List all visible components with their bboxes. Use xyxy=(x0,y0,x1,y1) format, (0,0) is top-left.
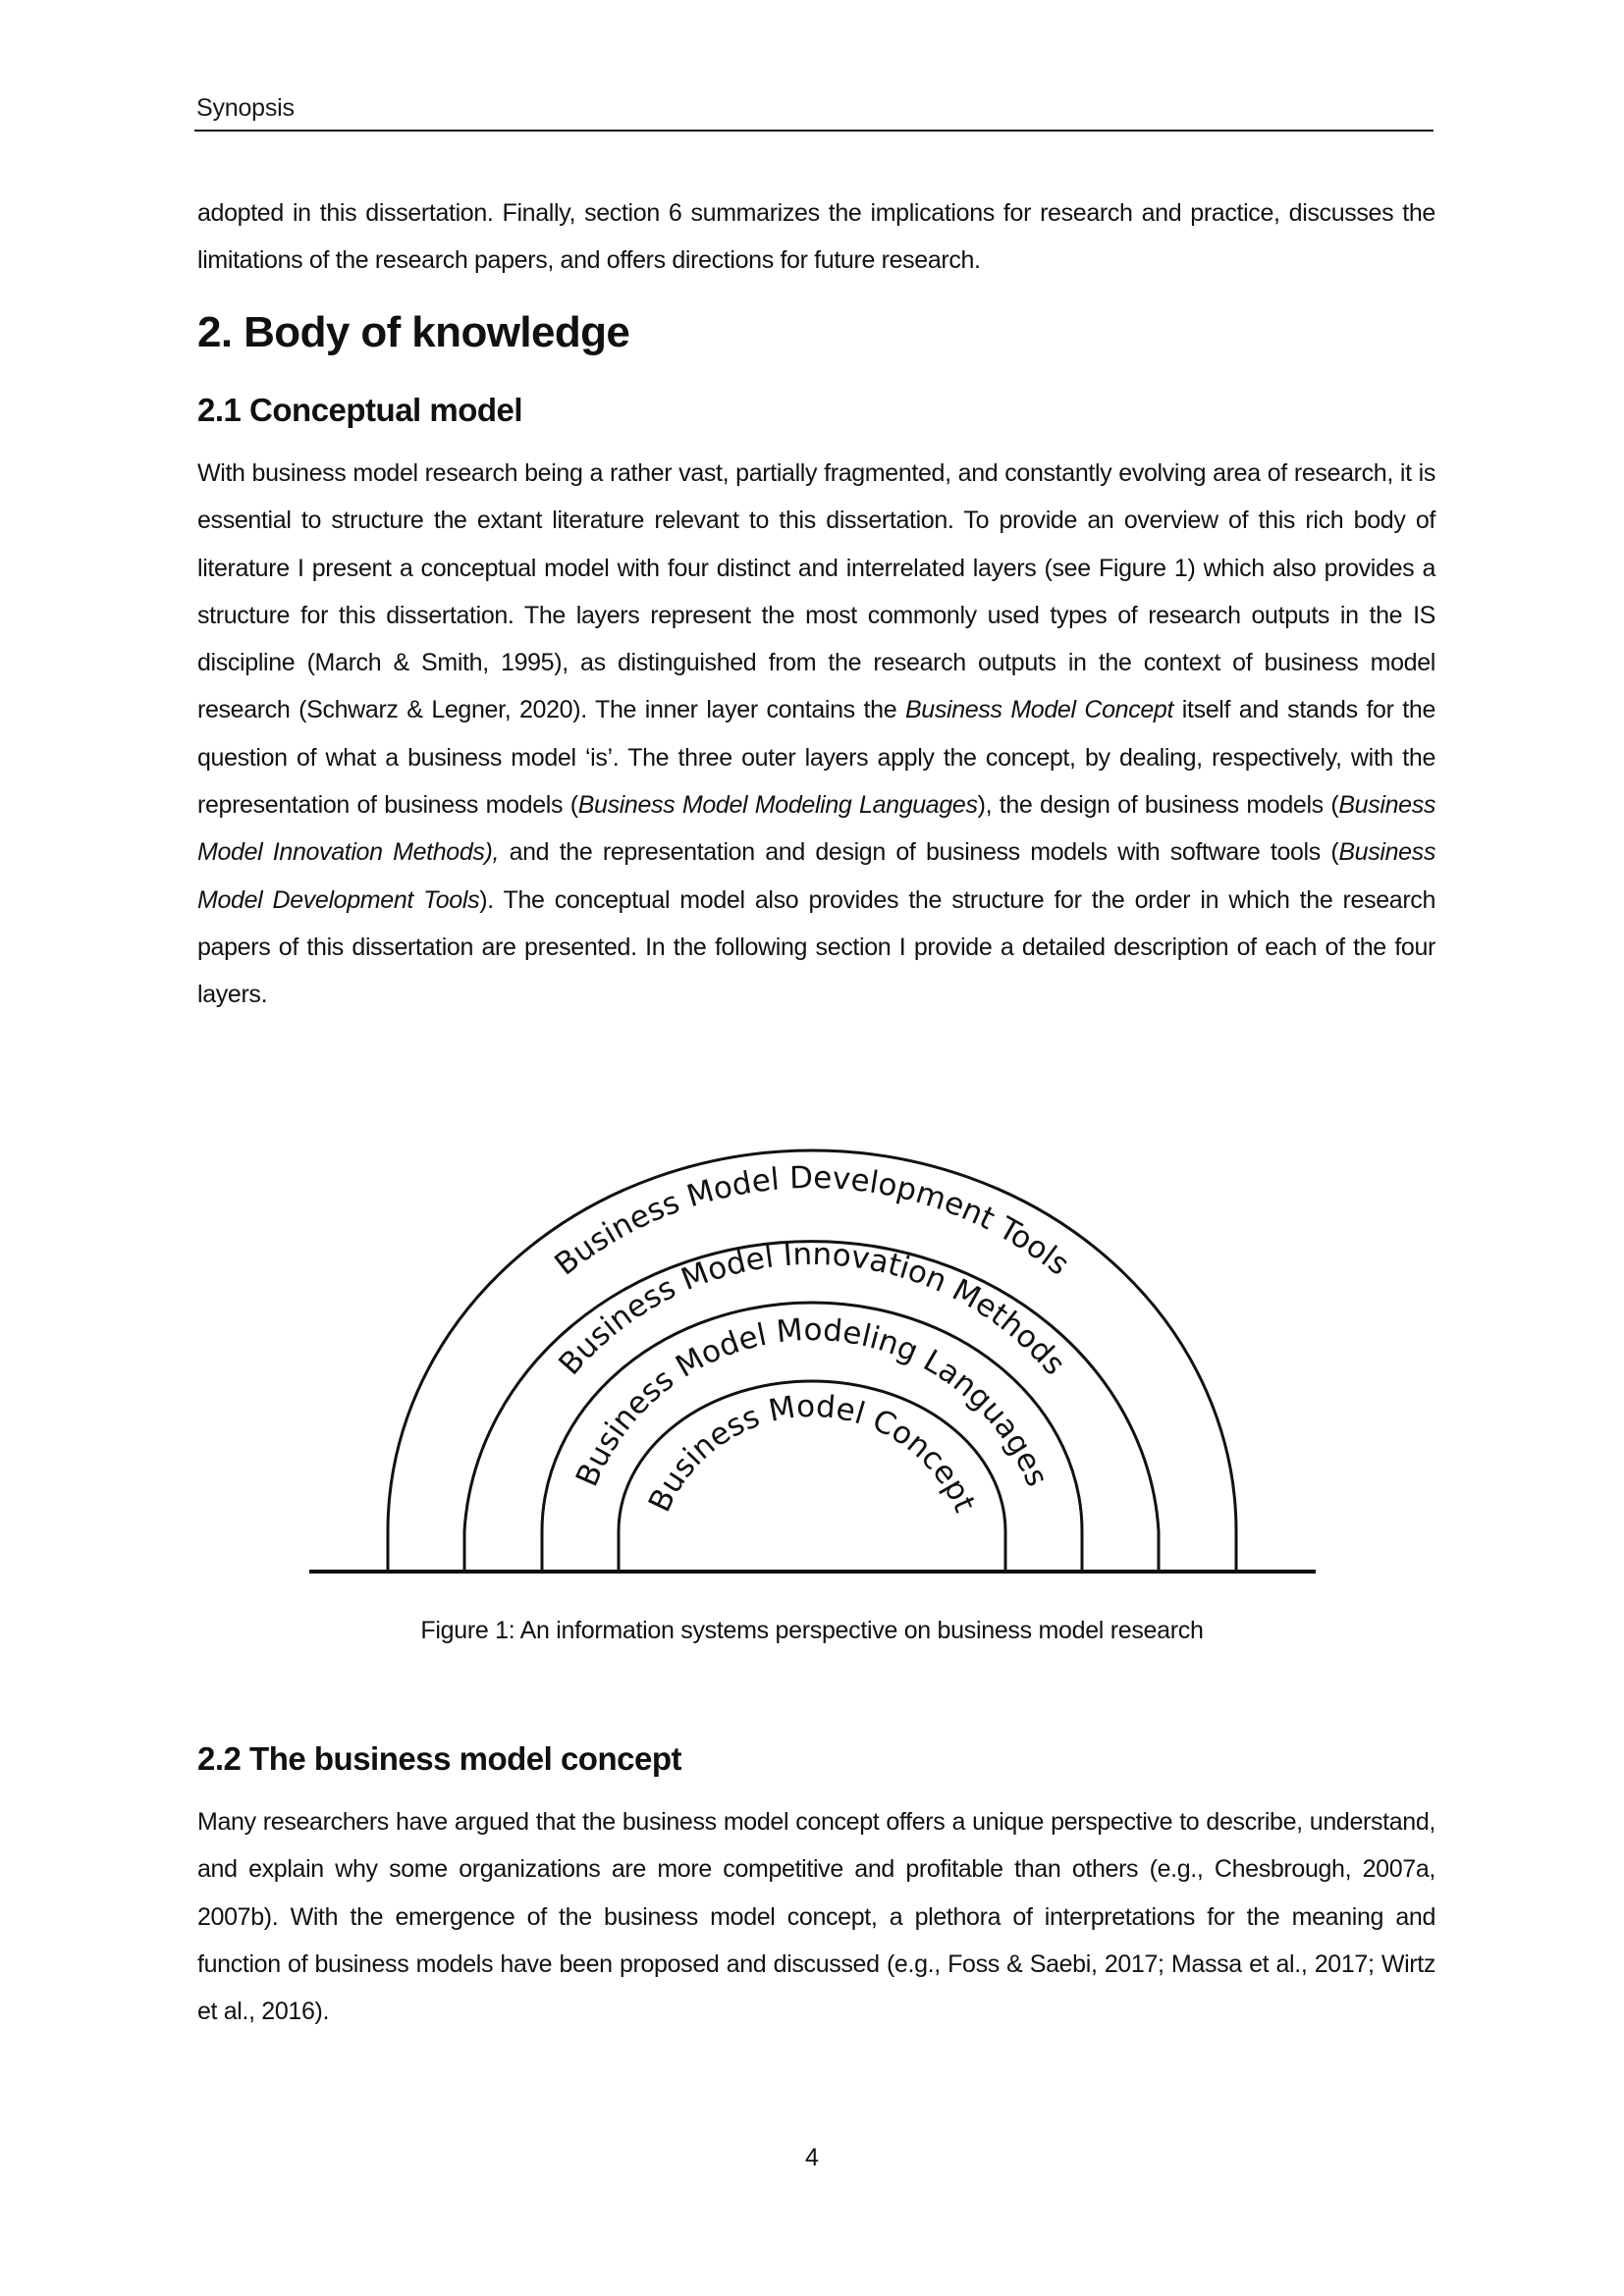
running-header: Synopsis xyxy=(196,94,295,122)
layer-label-modeling-languages-text: Business Model Modeling Languages xyxy=(568,1311,1056,1492)
term-development-tools: Business Model Development Tools xyxy=(197,838,1435,914)
term-innovation-methods: Business Model Innovation Methods), xyxy=(197,791,1435,867)
section-heading-block xyxy=(197,307,1435,358)
paragraph-text: ), the design of business models ( xyxy=(977,791,1339,820)
layer-label-development-tools xyxy=(548,1160,1075,1283)
business-model-concept-paragraph: Many researchers have argued that the business model concept offers a unique perspective to describe, understand, and explain why some organizations are more competitive and profitable than others (e.g., Chesbrough, 2007a, 2007b). With the emergence of the business model concept, a plethora of interpretations for the meaning and function of business models have been proposed and discussed (e.g., Foss & Saebi, 2017; Massa et al., 2017; Wirtz et al., 2016). xyxy=(197,1808,1435,2026)
arc-modeling-languages xyxy=(542,1303,1082,1572)
header-rule xyxy=(194,130,1434,132)
business-model-concept-paragraph-block xyxy=(197,1798,1435,2035)
subsection-2-2-heading-block xyxy=(197,1739,1435,1779)
term-modeling-languages: Business Model Modeling Languages xyxy=(577,791,978,820)
subsection-heading-business-model-concept: 2.2 The business model concept xyxy=(197,1740,681,1777)
arc-development-tools xyxy=(388,1150,1236,1572)
layer-label-development-tools-text: Business Model Development Tools xyxy=(548,1159,1076,1283)
paragraph-text: and the representation and design of business models with software tools ( xyxy=(499,838,1339,867)
layer-label-innovation-methods-text: Business Model Innovation Methods xyxy=(552,1236,1072,1382)
layer-label-concept-text: Business Model Concept xyxy=(641,1388,983,1518)
arc-innovation-methods xyxy=(464,1242,1159,1572)
paragraph-text: With business model research being a rather vast, partially fragmented, and constantly evolving area of research, it is essential to structure the extant literature relevant to this dissertation. To provide an overview of this rich body of literature I present a conceptual model with four distinct and interrelated layers (see Figure 1) which also provides a structure for this dissertation. The layers represent the most commonly used types of research outputs in the IS discipline (March & Smith, 1995), as distinguished from the research outputs in the context of business model research (Schwarz & Legner, 2020). The inner layer contains the xyxy=(197,459,1435,724)
arc-business-model-concept xyxy=(619,1381,1005,1572)
layer-label-innovation-methods xyxy=(552,1237,1072,1382)
intro-paragraph: adopted in this dissertation. Finally, section 6 summarizes the implications for research and practice, discusses the limitations of the research papers, and offers directions for future research. xyxy=(197,199,1435,275)
subsection-heading-block xyxy=(197,391,1435,430)
figure-caption: Figure 1: An information systems perspective on business model research xyxy=(420,1617,1204,1644)
page-number: 4 xyxy=(805,2144,819,2171)
subsection-heading-conceptual-model: 2.1 Conceptual model xyxy=(197,392,523,428)
layer-label-concept xyxy=(642,1389,983,1518)
paragraph-text: itself and stands for the question of what a business model ‘is’. The three outer layers apply the concept, by dealing, respectively, with the representation of business models ( xyxy=(197,696,1435,820)
section-heading: 2. Body of knowledge xyxy=(197,308,630,356)
conceptual-model-paragraph-block xyxy=(197,450,1435,1019)
conceptual-model-paragraph xyxy=(197,450,1435,1019)
term-business-model-concept: Business Model Concept xyxy=(904,696,1174,724)
layer-label-modeling-languages xyxy=(569,1312,1055,1492)
paragraph-text: ). The conceptual model also provides the structure for the order in which the research papers of this dissertation are presented. In the following section I provide a detailed description of each of the four layers. xyxy=(197,885,1436,1009)
intro-paragraph-block xyxy=(197,189,1435,285)
